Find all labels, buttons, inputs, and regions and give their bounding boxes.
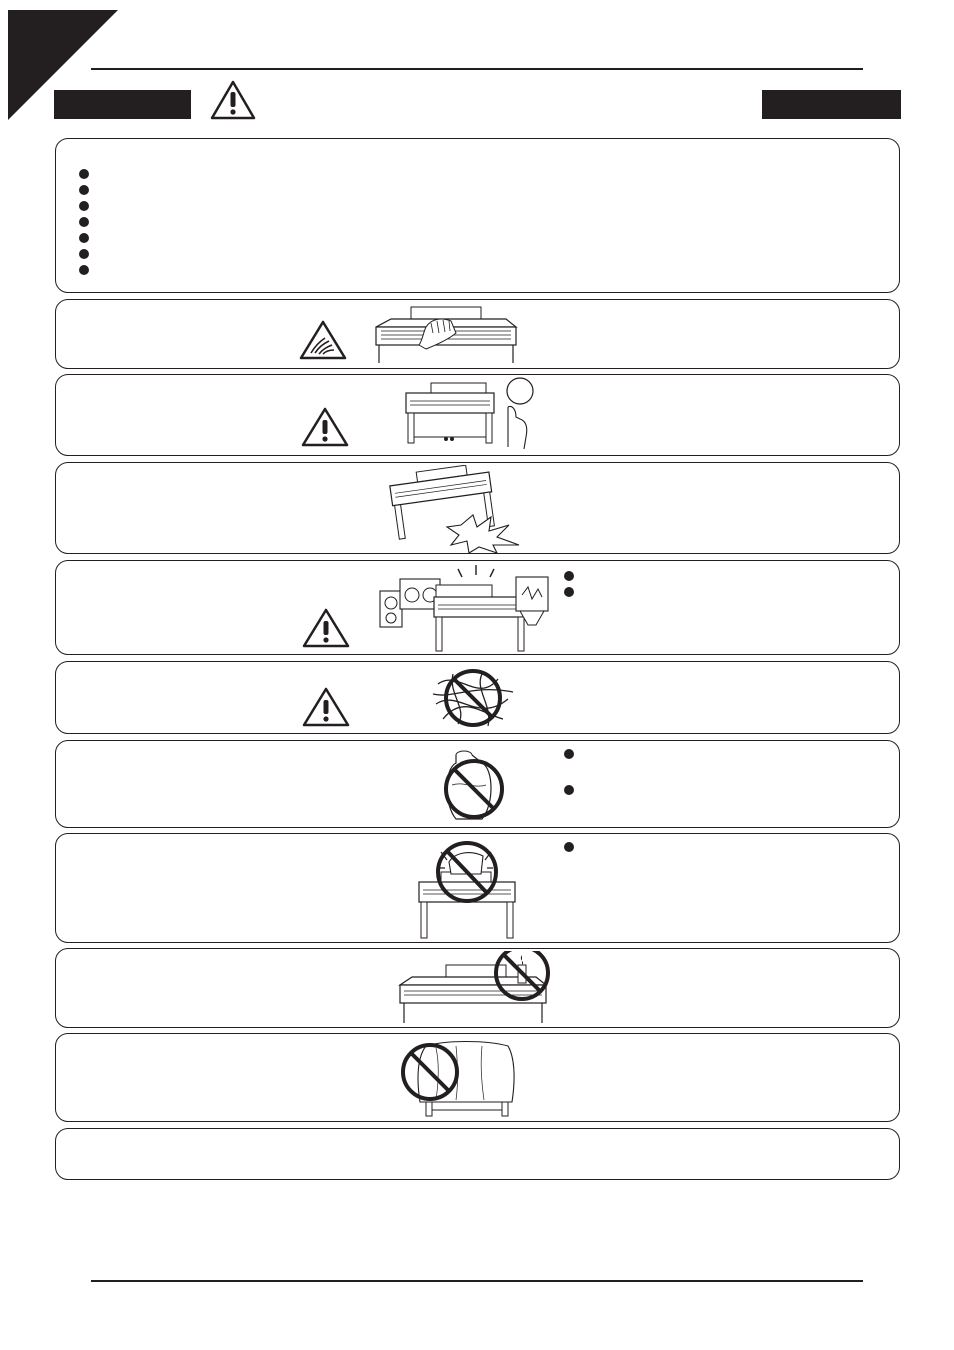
bullet-dot-icon [79,169,89,179]
piano-between-stereo-and-tv-illustration [376,563,556,653]
entangled-box [55,661,900,734]
bullet-dot-icon [564,587,574,597]
bullet-dot-icon [79,201,89,211]
impact-box [55,462,900,554]
hand-pinch-box [55,299,900,369]
interference-box [55,560,900,655]
no-cloth-covering-piano-illustration [396,1036,526,1120]
no-candle-on-piano-illustration [396,951,556,1027]
warning-triangle-icon [302,608,350,648]
footer-note-box [55,1128,900,1180]
no-standing-on-piano-illustration [411,838,523,942]
bullet-dot-icon [564,749,574,759]
header-tab-left [54,90,191,119]
warning-triangle-icon [302,687,350,727]
bullet-dot-icon [79,265,89,275]
liquids-box [55,740,900,828]
bullet-dot-icon [79,249,89,259]
piano-with-power-switch-illustration [396,377,536,455]
bullet-dot-icon [564,785,574,795]
header-rule [91,68,863,70]
piano-hands-closing-lid-illustration [371,305,521,367]
bullet-dot-icon [79,233,89,243]
no-cover-box [55,1033,900,1122]
warning-triangle-icon [210,80,256,120]
power-switch-box [55,374,900,456]
no-climbing-box [55,833,900,943]
bullet-dot-icon [79,185,89,195]
header-tab-right [762,90,901,119]
no-tangled-cords-illustration [428,664,518,732]
bullet-dot-icon [564,842,574,852]
hand-caution-icon [299,320,347,360]
no-vase-liquids-illustration [434,745,514,827]
notes-box [55,138,900,293]
warning-triangle-icon [301,407,349,447]
piano-impact-shock-illustration [381,465,536,553]
bullet-dot-icon [79,217,89,227]
no-open-flame-box [55,948,900,1028]
bullet-dot-icon [564,571,574,581]
footer-rule [91,1280,863,1282]
